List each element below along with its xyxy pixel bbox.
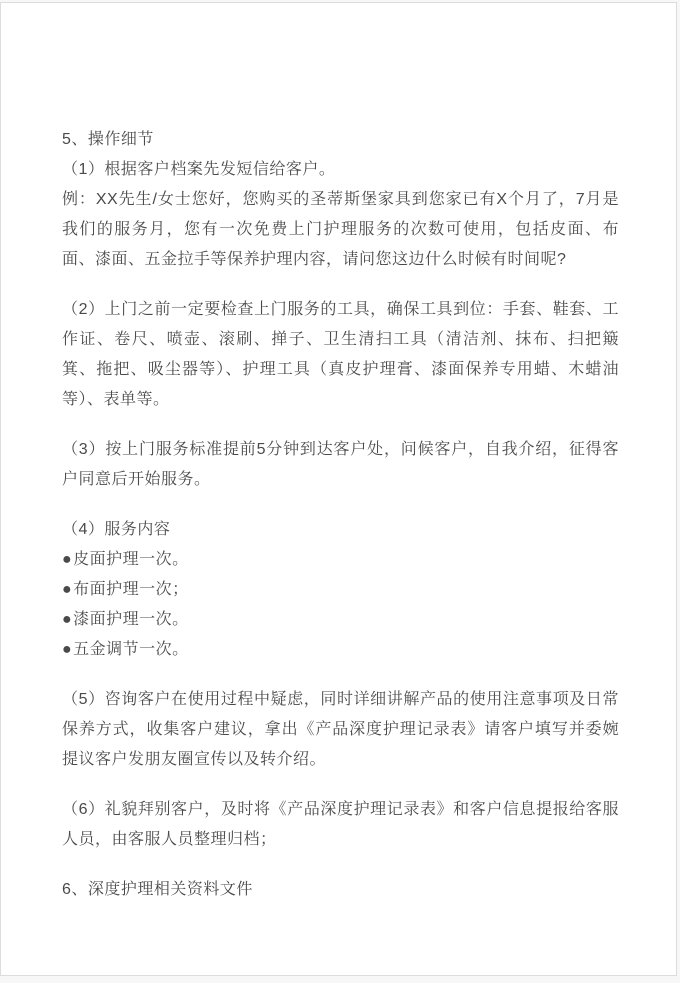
step-1-example-paragraph: 例：XX先生/女士您好，您购买的圣蒂斯堡家具到您家已有X个月了，7月是我们的服务月，您有一次免费上门护理服务的次数可使用，包括皮面、布面、漆面、五金拉手等保养护理内容，请问您这边什么时候有时间呢? (62, 191, 619, 268)
service-item-text: 布面护理一次； (73, 581, 189, 598)
service-item (62, 545, 619, 575)
section-6-heading: 6、深度护理相关资料文件 (62, 881, 253, 898)
step-6-paragraph: （6）礼貌拜别客户，及时将《产品深度护理记录表》和客户信息提报给客服人员，由客服人员整理归档； (62, 801, 619, 848)
section-5-heading: 5、操作细节 (62, 131, 154, 148)
bullet-icon: ● (62, 641, 73, 658)
service-item-text: 皮面护理一次。 (73, 551, 189, 568)
service-item-text: 漆面护理一次。 (73, 611, 189, 628)
service-item (62, 605, 619, 635)
step-2-paragraph: （2）上门之前一定要检查上门服务的工具，确保工具到位：手套、鞋套、工作证、卷尺、喷壶、滚刷、掸子、卫生清扫工具（清洁剂、抹布、扫把簸箕、拖把、吸尘器等）、护理工具（真皮护理膏、漆面保养专用蜡、木蜡油等）、表单等。 (62, 301, 619, 408)
service-item (62, 575, 619, 605)
step-1-line: （1）根据客户档案先发短信给客户。 (62, 161, 336, 178)
step-3-paragraph: （3）按上门服务标准提前5分钟到达客户处，问候客户，自我介绍，征得客户同意后开始服务。 (62, 441, 619, 488)
service-item-text: 五金调节一次。 (73, 641, 189, 658)
bullet-icon: ● (62, 551, 73, 568)
step-5-paragraph: （5）咨询客户在使用过程中疑虑，同时详细讲解产品的使用注意事项及日常保养方式，收集客户建议，拿出《产品深度护理记录表》请客户填写并委婉提议客户发朋友圈宣传以及转介绍。 (62, 691, 619, 768)
bullet-icon: ● (62, 611, 73, 628)
document-page (0, 2, 677, 976)
bullet-icon: ● (62, 581, 73, 598)
step-4-title: （4）服务内容 (62, 521, 171, 538)
service-item (62, 635, 619, 665)
